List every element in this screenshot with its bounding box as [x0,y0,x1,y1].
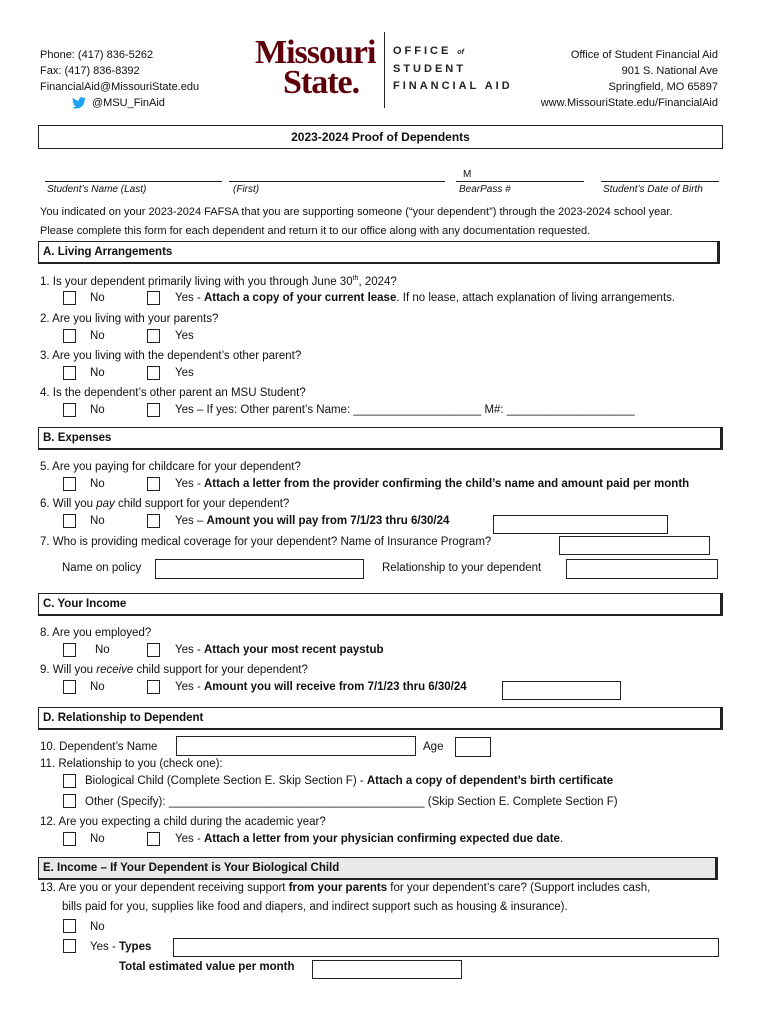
total-value-label: Total estimated value per month [119,961,295,973]
q5-label: 5. Are you paying for childcare for your dependent? [40,461,301,473]
q1-no-label: No [90,292,105,304]
q5-no-label: No [90,478,105,490]
q8-label: 8. Are you employed? [40,627,152,639]
q9-label: 9. Will you receive child support for your dependent? [40,664,308,676]
fax: Fax: (417) 836-8392 [40,65,140,77]
q8-no-label: No [95,644,110,656]
q13-no-label: No [90,921,105,933]
q1-no-checkbox[interactable] [63,291,76,305]
q7-label: 7. Who is providing medical coverage for your dependent? Name of Insurance Program? [40,536,492,548]
q1-label: 1. Is your dependent primarily living with you through June 30th, 2024? [40,275,397,288]
policy-name-label: Name on policy [62,562,142,574]
student-last-name-label: Student’s Name (Last) [47,184,147,195]
q6-yes-checkbox[interactable] [147,514,160,528]
q2-yes-checkbox[interactable] [147,329,160,343]
office-address: Office of Student Financial Aid 901 S. National Ave Springfield, MO 65897 www.MissouriState.edu/FinancialAid [540,49,718,109]
student-dob-field[interactable] [601,167,719,182]
q3-yes-label: Yes [175,367,194,379]
q9-amount-input[interactable] [502,681,621,700]
relationship-input[interactable] [566,559,718,579]
section-d-header: D. Relationship to Dependent [38,707,723,730]
support-types-input[interactable] [173,938,719,957]
q11-other-label: Other (Specify): ________________________________________ (Skip Section E. Complete Section F) [85,796,618,808]
student-first-name-field[interactable] [229,167,445,182]
twitter-icon [72,97,86,109]
q5-no-checkbox[interactable] [63,477,76,491]
q8-no-checkbox[interactable] [63,643,76,657]
form-title: 2023-2024 Proof of Dependents [38,125,723,149]
q6-no-checkbox[interactable] [63,514,76,528]
q11-biological-checkbox[interactable] [63,774,76,788]
q2-no-checkbox[interactable] [63,329,76,343]
q2-yes-label: Yes [175,330,194,342]
contact-info [40,47,199,111]
q12-no-checkbox[interactable] [63,832,76,846]
q3-no-checkbox[interactable] [63,366,76,380]
q12-label: 12. Are you expecting a child during the academic year? [40,816,326,828]
q5-yes-checkbox[interactable] [147,477,160,491]
q3-yes-checkbox[interactable] [147,366,160,380]
q8-yes-label: Yes - Attach your most recent paystub [175,644,384,656]
dependent-age-input[interactable] [455,737,491,757]
phone: Phone: (417) 836-5262 [40,49,154,61]
q2-no-label: No [90,330,105,342]
q13-no-checkbox[interactable] [63,919,76,933]
intro-text: You indicated on your 2023-2024 FAFSA that you are supporting someone (“your dependent”) through the 2023-2024 school year. [40,206,673,218]
q11-biological-label: Biological Child (Complete Section E. Skip Section F) - Attach a copy of dependent’s birth certificate [85,775,614,787]
q9-no-label: No [90,681,105,693]
q1-yes-label: Yes - Attach a copy of your current lease. If no lease, attach explanation of living arrangements. [175,292,676,304]
q6-amount-input[interactable] [493,515,668,534]
m-prefix: M [463,169,472,180]
q4-no-label: No [90,404,105,416]
email[interactable]: FinancialAid@MissouriState.edu [40,81,200,93]
policy-name-input[interactable] [155,559,364,579]
q3-label: 3. Are you living with the dependent’s other parent? [40,350,302,362]
q11-label: 11. Relationship to you (check one): [40,758,223,770]
age-label: Age [423,741,444,753]
q10-label: 10. Dependent’s Name [40,741,158,753]
q13-yes-checkbox[interactable] [63,939,76,953]
section-c-header: C. Your Income [38,593,723,616]
q4-label: 4. Is the dependent’s other parent an MSU Student? [40,387,306,399]
q13-yes-label: Yes - Types [90,941,152,953]
total-value-input[interactable] [312,960,462,979]
q13-label: 13. Are you or your dependent receiving support from your parents for your dependent’s care? (Support includes cash, [40,882,651,894]
q12-no-label: No [90,833,105,845]
q6-no-label: No [90,515,105,527]
twitter-handle[interactable]: @MSU_FinAid [40,95,199,111]
student-dob-label: Student’s Date of Birth [603,184,703,195]
student-last-name-field[interactable] [45,167,222,182]
q4-yes-checkbox[interactable] [147,403,160,417]
q9-no-checkbox[interactable] [63,680,76,694]
q9-yes-checkbox[interactable] [147,680,160,694]
dependent-name-input[interactable] [176,736,416,756]
q6-label: 6. Will you pay child support for your dependent? [40,498,290,510]
q8-yes-checkbox[interactable] [147,643,160,657]
q12-yes-checkbox[interactable] [147,832,160,846]
bearpass-field[interactable] [456,167,584,182]
q13-label-2: bills paid for you, supplies like food and diapers, and indirect support such as housing & insurance). [62,901,568,913]
q6-yes-label: Yes – Amount you will pay from 7/1/23 thru 6/30/24 [175,515,450,527]
intro-text-2: Please complete this form for each dependent and return it to our office along with any documentation requested. [40,225,591,237]
section-e-header: E. Income – If Your Dependent is Your Biological Child [38,857,718,880]
logo-divider [384,32,385,108]
relationship-label: Relationship to your dependent [382,562,542,574]
missouri-state-logo: Missouri State. [255,34,376,101]
q2-label: 2. Are you living with your parents? [40,313,219,325]
q11-other-checkbox[interactable] [63,794,76,808]
q12-yes-label: Yes - Attach a letter from your physician confirming expected due date. [175,833,564,845]
q1-yes-checkbox[interactable] [147,291,160,305]
section-a-header: A. Living Arrangements [38,241,720,264]
q4-no-checkbox[interactable] [63,403,76,417]
q5-yes-label: Yes - Attach a letter from the provider confirming the child’s name and amount paid per month [175,478,690,490]
website-link[interactable]: www.MissouriState.edu/FinancialAid [540,97,718,109]
insurance-program-input[interactable] [559,536,710,555]
bearpass-label: BearPass # [459,184,511,195]
section-b-header: B. Expenses [38,427,723,450]
q9-yes-label: Yes - Amount you will receive from 7/1/23 thru 6/30/24 [175,681,467,693]
student-first-name-label: (First) [233,184,260,195]
office-wordmark: OFFICE of STUDENT FINANCIAL AID [393,45,513,92]
q3-no-label: No [90,367,105,379]
q4-yes-label: Yes – If yes: Other parent’s Name: ____________________ M#: ____________________ [175,404,635,416]
